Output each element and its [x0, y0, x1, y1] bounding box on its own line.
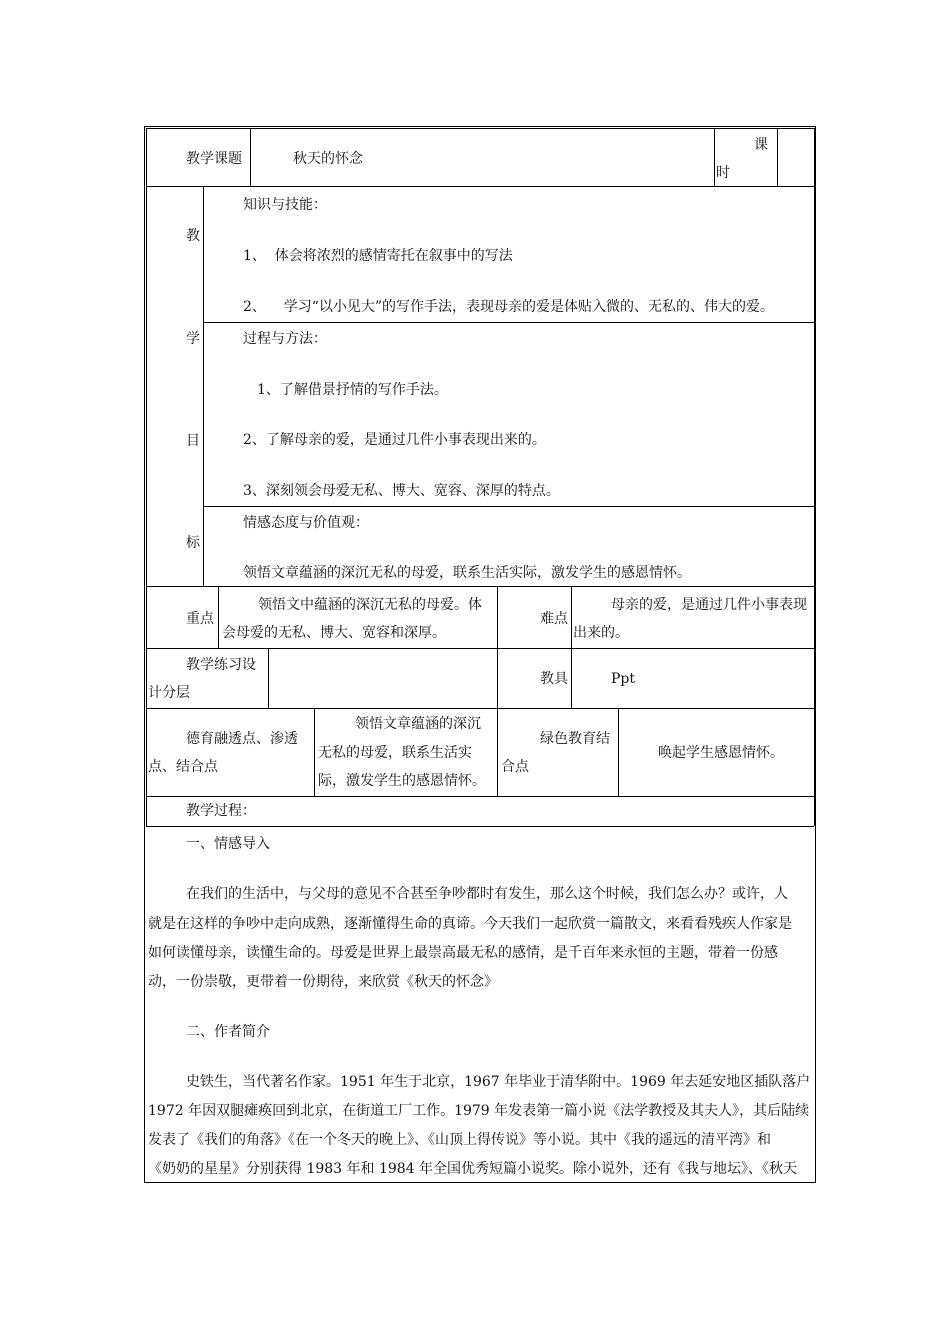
moral-content-line-2: 无私的母爱，联系生活实 [318, 745, 472, 761]
goals-side-char-1: 教 [186, 228, 200, 244]
row1-divider-2 [714, 128, 715, 186]
moral-label-line-1: 德育融透点、渗透 [186, 731, 298, 747]
section1-line-1: 在我们的生活中，与父母的意见不合甚至争吵都时有发生，那么这个时候，我们怎么办？或许，人 [186, 886, 788, 902]
tools-label: 教具 [540, 671, 568, 687]
row1-bottom-line [146, 186, 814, 187]
key-text-line-2: 会母爱的无私、博大、宽容和深厚。 [222, 625, 446, 641]
moral-label-line-2: 点、结合点 [148, 759, 218, 775]
goals-side-char-2: 学 [186, 331, 200, 347]
section2-heading: 二、作者简介 [186, 1024, 270, 1040]
section1-heading: 一、情感导入 [186, 836, 270, 852]
period-label-2: 时 [716, 165, 730, 181]
green-label-line-1: 绿色教育结 [540, 731, 610, 747]
key-divider-1 [218, 586, 219, 648]
moral-divider-3 [618, 708, 619, 796]
knowledge-item-2: 2、 学习“以小见大”的写作手法，表现母亲的爱是体贴入微的、无私的、伟大的爱。 [243, 299, 775, 315]
goals-bottom-line [146, 586, 814, 587]
section1-line-4: 动，一份崇敬，更带着一份期待，来欣赏《秋天的怀念》 [148, 974, 498, 990]
section2-line-4: 《奶奶的星星》分别获得 1983 年和 1984 年全国优秀短篇小说奖。除小说外，还有《我与地坛》、《秋天 [148, 1161, 798, 1177]
green-label-line-2: 合点 [501, 759, 529, 775]
inner-left-line [146, 128, 147, 826]
process-bottom-line [203, 506, 814, 507]
key-divider-3 [571, 586, 572, 648]
difficult-text-line-1: 母亲的爱，是通过几件小事表现 [611, 597, 807, 613]
emotion-title: 情感态度与价值观： [243, 515, 369, 531]
practice-label-line-2: 计分层 [148, 685, 190, 701]
period-label-1: 课 [754, 137, 768, 153]
goals-divider [203, 186, 204, 586]
key-row-bottom-line [146, 648, 814, 649]
process-item-3: 3、深刻领会母爱无私、博大、宽容、深厚的特点。 [243, 483, 560, 499]
key-divider-2 [497, 586, 498, 648]
section2-line-2: 1972 年因双腿瘫痪回到北京，在街道工厂工作。1979 年发表第一篇小说《法学教授及其夫人》，其后陆续 [148, 1103, 810, 1119]
row1-divider-3 [777, 128, 778, 186]
process-title-bottom-line [146, 826, 814, 827]
knowledge-bottom-line [203, 322, 814, 323]
goals-side-char-4: 标 [186, 535, 200, 551]
moral-divider-2 [497, 708, 498, 796]
process-method-title: 过程与方法： [243, 331, 327, 347]
moral-content-line-1: 领悟文章蕴涵的深沉 [355, 716, 481, 732]
section2-line-1: 史铁生，当代著名作家。1951 年生于北京，1967 年毕业于清华附中。1969 年去延安地区插队落户 [186, 1074, 811, 1090]
moral-row-bottom-line [146, 796, 814, 797]
topic-label: 教学课题 [186, 151, 242, 167]
section2-line-3: 发表了《我们的角落》《在一个冬天的晚上》、《山顶上得传说》等小说。其中《我的遥远的清平湾》和 [148, 1132, 771, 1148]
difficult-label: 难点 [540, 611, 568, 627]
moral-divider-1 [314, 708, 315, 796]
emotion-item-1: 领悟文章蕴涵的深沉无私的母爱，联系生活实际，激发学生的感恩情怀。 [243, 565, 691, 581]
moral-content-line-3: 际，激发学生的感恩情怀。 [318, 773, 486, 789]
row1-divider-1 [250, 128, 251, 186]
key-text-line-1: 领悟文中蕴涵的深沉无私的母爱。体 [258, 597, 482, 613]
green-value: 唤起学生感恩情怀。 [658, 745, 784, 761]
process-item-2: 2、了解母亲的爱，是通过几件小事表现出来的。 [243, 432, 546, 448]
knowledge-title: 知识与技能： [243, 197, 327, 213]
inner-right-line [814, 128, 815, 826]
tools-value: Ppt [611, 671, 636, 687]
practice-divider-1 [268, 648, 269, 708]
topic-title: 秋天的怀念 [293, 151, 363, 167]
teaching-process-title: 教学过程： [186, 803, 256, 819]
key-label: 重点 [186, 611, 214, 627]
practice-divider-2 [497, 648, 498, 708]
section1-line-3: 如何读懂母亲，读懂生命的。母爱是世界上最崇高最无私的感情，是千百年来永恒的主题，带着一份感 [148, 945, 778, 961]
knowledge-item-1: 1、 体会将浓烈的感情寄托在叙事中的写法 [243, 248, 513, 264]
section1-line-2: 就是在这样的争吵中走向成熟，逐渐懂得生命的真谛。今天我们一起欣赏一篇散文，来看看残疾人作家是 [148, 916, 792, 932]
goals-side-char-3: 目 [186, 433, 200, 449]
practice-label-line-1: 教学练习设 [186, 657, 256, 673]
process-item-1: 1、了解借景抒情的写作手法。 [257, 382, 448, 398]
practice-divider-3 [571, 648, 572, 708]
difficult-text-line-2: 出来的。 [573, 625, 629, 641]
practice-row-bottom-line [146, 708, 814, 709]
